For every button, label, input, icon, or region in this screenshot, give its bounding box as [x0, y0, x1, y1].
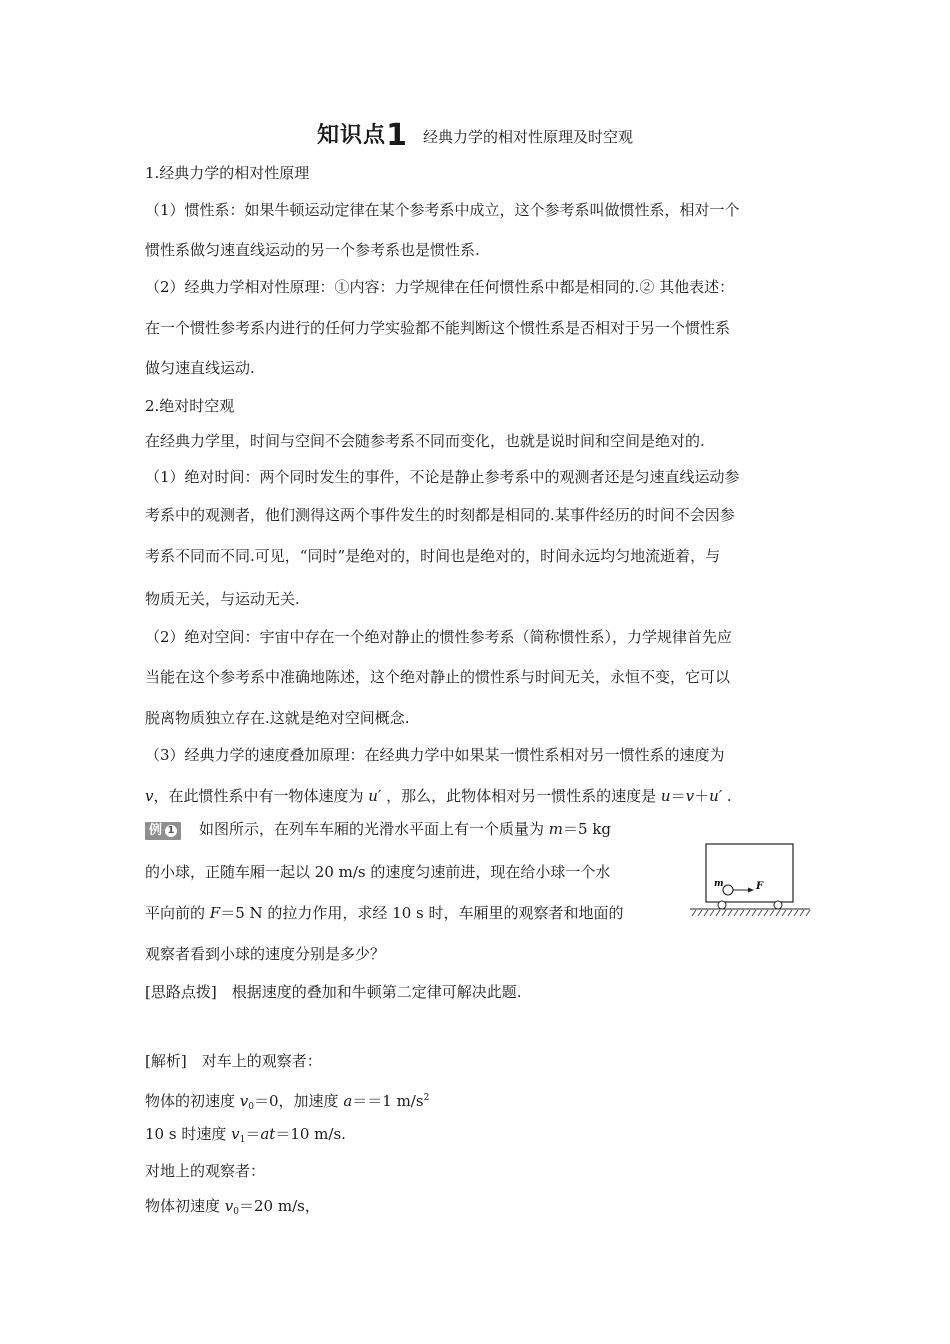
- example-tag: [145, 822, 181, 840]
- train-car-diagram: [688, 838, 813, 918]
- paragraph-line: 1.经典力学的相对性原理: [145, 164, 310, 182]
- paragraph-line: 做匀速直线运动.: [145, 359, 255, 377]
- example-tag-label: 例: [149, 823, 163, 838]
- paragraph-line: 考系中的观测者，他们测得这两个事件发生的时刻都是相同的.某事件经历的时间不会因参: [145, 506, 735, 524]
- solution-line-1: [解析] 对车上的观察者：: [145, 1052, 322, 1070]
- text-run: ＝5 kg: [563, 820, 612, 838]
- text-run: ，在此惯性系中有一物体速度为: [153, 787, 369, 805]
- wheel-left: [718, 901, 726, 909]
- paragraph-line: 在一个惯性参考系内进行的任何力学实验都不能判断这个惯性系是否相对于另一个惯性系: [145, 319, 731, 337]
- paragraph-line: 考系不同而不同.可见，“同时”是绝对的，时间也是绝对的，时间永远均匀地流逝着，与: [145, 547, 721, 565]
- text-run: ＝20 m/s，: [239, 1197, 320, 1215]
- example-line-2: 的小球，正随车厢一起以 20 m/s 的速度匀速前进，现在给小球一个水: [145, 863, 611, 881]
- example-line-1: [145, 819, 611, 840]
- var-v: v: [239, 1092, 249, 1110]
- paragraph-line: （1）绝对时间：两个同时发生的事件，不论是静止参考系中的观测者还是匀速直线运动参: [145, 468, 740, 486]
- var-at: at: [260, 1125, 276, 1143]
- text-run: 平向前的: [145, 904, 210, 922]
- var-v: v: [231, 1125, 240, 1143]
- paragraph-line: 惯性系做匀速直线运动的另一个参考系也是惯性系.: [145, 241, 480, 259]
- solution-line-3: [145, 1124, 346, 1150]
- subscript: 1: [239, 1135, 246, 1145]
- paragraph-line: （2）绝对空间：宇宙中存在一个绝对静止的惯性参考系（简称惯性系），力学规律首先应: [145, 628, 733, 646]
- ground-hatch: [692, 910, 810, 916]
- text-run: 物体初速度: [145, 1197, 225, 1215]
- force-arrow-head: [748, 888, 754, 893]
- paragraph-line: 2.绝对时空观: [145, 397, 235, 415]
- label-F: F: [756, 881, 764, 892]
- solution-line-4: 对地上的观察者：: [145, 1162, 266, 1180]
- text-run: ＝: [245, 1125, 261, 1143]
- var-F: F: [209, 904, 221, 922]
- var-v: v: [145, 787, 154, 805]
- paragraph-line: （3）经典力学的速度叠加原理：在经典力学中如果某一惯性系相对另一惯性系的速度为: [145, 746, 725, 764]
- paragraph-line: 在经典力学里，时间与空间不会随参考系不同而变化，也就是说时间和空间是绝对的.: [145, 432, 705, 450]
- text-run: ＝0，加速度: [254, 1092, 344, 1110]
- wheel-right: [774, 901, 782, 909]
- solution-line-5: [145, 1196, 320, 1222]
- paragraph-line: 脱离物质独立存在.这就是绝对空间概念.: [145, 709, 410, 727]
- car-body: [706, 844, 793, 902]
- ball: [723, 885, 733, 895]
- section-heading: [0, 118, 950, 153]
- text-run: 如图所示，在列车车厢的光滑水平面上有一个质量为: [199, 820, 549, 838]
- text-run: ，那么，此物体相对另一惯性系的速度是: [381, 787, 661, 805]
- example-tag-number: 1: [165, 825, 177, 837]
- subscript: 0: [233, 1207, 239, 1217]
- paragraph-line: 物质无关，与运动无关.: [145, 590, 300, 608]
- var-u: u: [660, 787, 671, 805]
- var-a: a: [343, 1092, 353, 1110]
- heading-title: 经典力学的相对性原理及时空观: [422, 128, 633, 146]
- paragraph-line: （2）经典力学相对性原理：①内容：力学规律在任何惯性系中都是相同的.② 其他表述：: [145, 278, 735, 296]
- paragraph-line: （1）惯性系：如果牛顿运动定律在某个参考系中成立，这个参考系叫做惯性系，相对一个: [145, 201, 740, 219]
- superscript: 2: [423, 1093, 430, 1103]
- var-v: v: [685, 787, 695, 805]
- text-run: ＋: [694, 787, 710, 805]
- var-u-prime: u′: [368, 787, 382, 805]
- text-run: 物体的初速度: [145, 1092, 240, 1110]
- text-run: ＝5 N 的拉力作用，求经 10 s 时，车厢里的观察者和地面的: [220, 904, 624, 922]
- example-line-4: 观察者看到小球的速度分别是多少？: [145, 945, 386, 963]
- subscript: 0: [248, 1102, 254, 1112]
- velocity-formula-line: [145, 786, 732, 806]
- text-run: ＝: [670, 787, 686, 805]
- text-run: 10 s 时速度: [145, 1125, 232, 1143]
- text-run: .: [722, 787, 732, 805]
- solution-line-2: [145, 1088, 429, 1117]
- var-v: v: [224, 1197, 234, 1215]
- text-run: ＝＝1 m/s: [352, 1092, 424, 1110]
- label-m: m: [714, 879, 724, 889]
- example-line-3: [145, 903, 624, 923]
- var-u-prime: u′: [709, 787, 723, 805]
- heading-prefix: 知识点: [317, 123, 387, 148]
- paragraph-line: 当能在这个参考系中准确地陈述，这个绝对静止的惯性系与时间无关，永恒不变，它可以: [145, 668, 731, 686]
- heading-number: 1: [386, 118, 407, 153]
- hint-line: [思路点拨] 根据速度的叠加和牛顿第二定律可解决此题.: [145, 983, 522, 1001]
- var-m: m: [548, 820, 564, 838]
- text-run: ＝10 m/s.: [275, 1125, 346, 1143]
